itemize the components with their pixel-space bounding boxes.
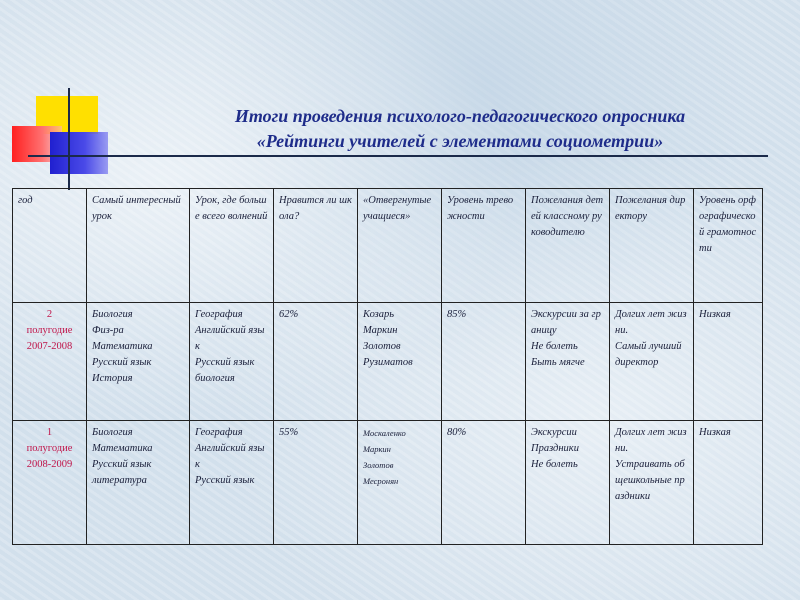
list-item: 85% (447, 309, 467, 320)
list-item: Самый лучший директор (615, 341, 682, 368)
list-item: литература (92, 475, 147, 486)
header-wishes-teacher: Пожелания детей классному руководителю (526, 189, 610, 303)
cell-wishes-teacher (526, 421, 610, 545)
list-item: Русский язык (195, 357, 255, 368)
table-row (13, 421, 763, 545)
cell-rejected-students (358, 303, 442, 421)
list-item: Биология (92, 309, 133, 320)
list-item: Устраивать общешкольные праздники (615, 459, 685, 502)
header-wishes-director: Пожелания директору (610, 189, 694, 303)
year-part: 2 (46, 309, 53, 320)
list-item: Математика (92, 443, 153, 454)
header-rejected-students: «Отвергнутые учащиеся» (358, 189, 442, 303)
cell-rejected-students (358, 421, 442, 545)
list-item: Математика (92, 341, 153, 352)
list-item: Низкая (699, 427, 731, 438)
list-item: Английский язык (195, 443, 265, 470)
header-spelling-level: Уровень орфографической грамотности (694, 189, 763, 303)
list-item: Рузиматов (363, 357, 413, 368)
year-part: полугодие (26, 443, 73, 454)
header-anxiety-level: Уровень тревожности (442, 189, 526, 303)
cell-wishes-teacher (526, 303, 610, 421)
list-item: Экскурсии (531, 427, 577, 438)
header-year: год (13, 189, 87, 303)
list-item: Золотов (363, 341, 401, 352)
list-item: Долгих лет жизни. (615, 427, 687, 454)
cell-stressful-lesson (190, 303, 274, 421)
cell-wishes-director (610, 303, 694, 421)
cell-spelling-level (694, 303, 763, 421)
list-item: Низкая (699, 309, 731, 320)
list-item: Английский язык (195, 325, 265, 352)
cell-favorite-lesson (87, 303, 190, 421)
list-item: Маркин (363, 444, 391, 454)
list-item: Физ-ра (92, 325, 124, 336)
list-item: История (92, 373, 133, 384)
cell-anxiety-level (442, 421, 526, 545)
list-item: 80% (447, 427, 467, 438)
decor-vertical-line (68, 88, 70, 190)
list-item: Козарь (363, 309, 395, 320)
list-item: География (195, 309, 243, 320)
list-item: Месронян (363, 476, 399, 486)
list-item: Русский язык (195, 475, 255, 486)
list-item: Долгих лет жизни. (615, 309, 687, 336)
list-item: Праздники (531, 443, 579, 454)
list-item: Русский язык (92, 357, 152, 368)
header-favorite-lesson: Самый интересный урок (87, 189, 190, 303)
list-item: Русский язык (92, 459, 152, 470)
cell-spelling-level (694, 421, 763, 545)
decor-blue-square (50, 132, 108, 174)
list-item: Маркин (363, 325, 398, 336)
cell-favorite-lesson (87, 421, 190, 545)
cell-anxiety-level (442, 303, 526, 421)
year-part: 1 (46, 427, 53, 438)
cell-like-school (274, 303, 358, 421)
cell-stressful-lesson (190, 421, 274, 545)
table-row (13, 303, 763, 421)
list-item: Биология (92, 427, 133, 438)
list-item: 62% (279, 309, 299, 320)
list-item: Золотов (363, 460, 394, 470)
list-item: 55% (279, 427, 299, 438)
cell-like-school (274, 421, 358, 545)
header-like-school: Нравится ли школа? (274, 189, 358, 303)
year-part: 2007-2008 (26, 341, 73, 352)
list-item: Экскурсии за границу (531, 309, 601, 336)
list-item: Быть мягче (531, 357, 585, 368)
slide-title-line-2: «Рейтинги учителей с элементами социометрии» (256, 131, 664, 151)
cell-wishes-director (610, 421, 694, 545)
table-header-row (13, 189, 763, 303)
results-table (12, 188, 763, 545)
year-part: полугодие (26, 325, 73, 336)
list-item: География (195, 427, 243, 438)
list-item: Не болеть (531, 459, 578, 470)
list-item: Москаленко (363, 428, 406, 438)
slide-title (130, 104, 790, 154)
list-item: биология (195, 373, 235, 384)
row-year (13, 303, 87, 421)
decor-horizontal-line (28, 155, 768, 157)
year-part: 2008-2009 (26, 459, 73, 470)
slide-title-line-1: Итоги проведения психолого-педагогического опросника (234, 106, 686, 126)
list-item: Не болеть (531, 341, 578, 352)
row-year (13, 421, 87, 545)
header-stressful-lesson: Урок, где больше всего волнений (190, 189, 274, 303)
